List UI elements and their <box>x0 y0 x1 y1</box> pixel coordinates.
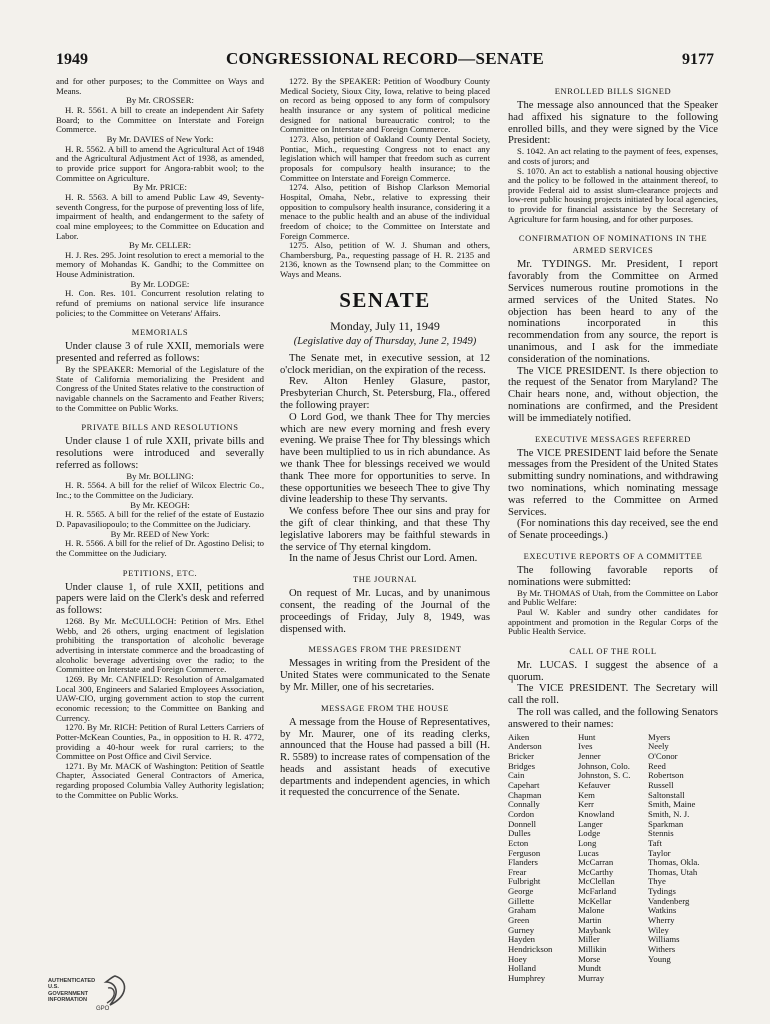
entry-paragraph: H. R. 5561. A bill to create an independent Air Safety Board; to the Committee on Interstate and Foreign Commerce. <box>56 104 264 135</box>
column-right <box>508 77 718 984</box>
legislative-day: (Legislative day of Thursday, June 2, 1949) <box>293 335 477 347</box>
section-heading: MESSAGES FROM THE PRESIDENT <box>308 644 462 655</box>
body-paragraph: Mr. LUCAS. I suggest the absence of a quorum. <box>508 659 718 683</box>
body-paragraph: Under clause 3 of rule XXII, memorials were presented and referred as follows: <box>56 341 264 365</box>
senator-name: Flanders <box>508 857 538 868</box>
entry-paragraph: H. R. 5563. A bill to amend Public Law 49, Seventy-seventh Congress, for the purpose of preventing loss of life, impairment of health, and endangerment to the safety of coal mine employees; to the Committee on Education and Labor. <box>56 191 264 241</box>
body-paragraph: The VICE PRESIDENT. Is there objection to the request of the Senator from Maryland? The Chair hears none, and, without objection, the nominations are confirmed, and the President will be immediately notified. <box>508 365 718 424</box>
entry-paragraph: 1269. By Mr. CANFIELD: Resolution of Amalgamated Local 300, Engineers and Salaried Employees Association, UAW-CIO, urging government action to stop the current economic recession; to the Committee on Banking and Currency. <box>56 673 264 723</box>
senator-name: Ecton <box>508 837 529 848</box>
senator-name: McCarran <box>578 857 614 868</box>
senator-name: Sparkman <box>648 818 684 829</box>
entry-paragraph: 1275. Also, petition of W. J. Shuman and others, Chambersburg, Pa., requesting passage of H. R. 2135 and 2136, known as the Townsend plan; to the Committee on Ways and Means. <box>280 240 490 280</box>
senator-name: O'Conor <box>648 750 678 761</box>
senator-name: Millikin <box>578 944 607 955</box>
senator-name: Smith, N. J. <box>648 808 690 819</box>
senator-name: Lucas <box>578 847 599 858</box>
header-title: CONGRESSIONAL RECORD—SENATE <box>225 49 545 68</box>
senator-name: McClellan <box>578 876 615 887</box>
section-heading: MEMORIALS <box>131 327 189 338</box>
senator-name: Fulbright <box>508 876 541 887</box>
senator-name: Lodge <box>578 828 601 839</box>
session-date: Monday, July 11, 1949 <box>330 318 440 333</box>
senator-name: Martin <box>578 915 602 926</box>
senator-name: Mundt <box>578 963 602 974</box>
senator-name: Hunt <box>578 731 596 742</box>
entry-paragraph: 1273. Also, petition of Oakland County Dental Society, Pontiac, Mich., requesting Congress not to enact any legislation which will hamper that freedom such as current proposals for compulsory health insurance; to the Committee on Interstate and Foreign Commerce. <box>280 133 490 183</box>
entry-paragraph: H. Con. Res. 101. Concurrent resolution relating to refund of premiums on national service life insurance policies; to the Committee on Veterans' Affairs. <box>56 288 264 318</box>
senator-name: Stennis <box>648 828 674 839</box>
body-paragraph: In the name of Jesus Christ our Lord. Amen. <box>289 553 478 565</box>
senator-name: Murray <box>578 973 605 984</box>
entry-paragraph: S. 1042. An act relating to the payment of fees, expenses, and costs of jurors; and <box>508 146 718 166</box>
senator-name: Jenner <box>578 750 601 761</box>
senator-name: Connally <box>508 799 540 810</box>
senator-name: Kerr <box>578 799 594 810</box>
senator-name: Wherry <box>648 915 675 926</box>
senator-name: Bridges <box>508 760 536 771</box>
header-left-page-number: 1949 <box>56 51 88 68</box>
senator-name: Holland <box>508 963 536 974</box>
column-middle <box>280 77 490 799</box>
senator-name: Saltonstall <box>648 789 685 800</box>
senator-name: McCarthy <box>578 866 614 877</box>
entry-paragraph: H. R. 5565. A bill for the relief of the estate of Eustazio D. Papavasiliopoulo; to the Committee on the Judiciary. <box>56 509 264 529</box>
body-paragraph: Under clause 1, of rule XXII, petitions and papers were laid on the Clerk's desk and referred as follows: <box>56 581 264 617</box>
senator-name: Cain <box>508 770 525 781</box>
senator-name: Neely <box>648 741 669 752</box>
senator-name: Thomas, Utah <box>648 866 698 877</box>
senator-name: Donnell <box>508 818 536 829</box>
body-paragraph: The following favorable reports of nominations were submitted: <box>508 564 718 588</box>
text: and for other purposes; to the Committee on Ways and Means. <box>56 77 264 96</box>
header-right-page-number: 9177 <box>681 51 714 68</box>
senator-name: Anderson <box>508 741 542 752</box>
section-heading: EXECUTIVE REPORTS OF A COMMITTEE <box>523 550 703 561</box>
body-paragraph: The VICE PRESIDENT laid before the Senate messages from the President of the United States submitting sundry nominations, and withdrawing two nominations, which nominating message was referred to the Committee on Armed Services. <box>508 447 718 518</box>
senator-name: Cordon <box>508 808 535 819</box>
senator-name: Tydings <box>648 886 676 897</box>
senator-name: Frear <box>508 866 527 877</box>
senator-name: Miller <box>578 934 600 945</box>
senator-name: Taft <box>648 837 662 848</box>
body-paragraph: Rev. Alton Henley Glasure, pastor, Presbyterian Church, St. Petersburg, Fla., offered the following prayer: <box>280 376 490 411</box>
senator-name: McFarland <box>578 886 617 897</box>
senator-name: Dulles <box>508 828 531 839</box>
senator-name: Knowland <box>578 808 615 819</box>
gpo-label: GPO <box>96 1006 110 1012</box>
entry-paragraph: H. R. 5562. A bill to amend the Agricultural Act of 1948 and the Agricultural Adjustment Act of 1938, as amended, to provide price support for Angora-rabbit wool; to the Committee on Agriculture. <box>56 143 264 183</box>
senator-name: Maybank <box>578 924 611 935</box>
section-heading: CALL OF THE ROLL <box>569 645 657 656</box>
body-paragraph: We confess before Thee our sins and pray for the gift of clear thinking, and that these Thy legislative laborers may be faithful stewards in the service of Thy eternal kingdom. <box>280 506 490 553</box>
speaker-line: By Mr. CROSSER: <box>126 95 194 106</box>
senator-name: Gurney <box>508 924 535 935</box>
senator-name: Hayden <box>508 934 536 945</box>
senator-name: Vandenberg <box>648 895 690 906</box>
senator-name: Watkins <box>648 905 677 916</box>
page-header <box>56 49 714 71</box>
entry-paragraph: 1274. Also, petition of Bishop Clarkson Memorial Hospital, Omaha, Nebr., relative to expressing their opposition to compulsory health insurance, considering it a menace to the public health and an abuse of the individual freedom of choice; to the Committee on Interstate and Foreign Commerce. <box>280 182 490 241</box>
entry-paragraph: H. R. 5566. A bill for the relief of Dr. Agostino Delisi; to the Committee on the Judiciary. <box>56 538 264 558</box>
speaker-line: By Mr. KEOGH: <box>130 499 190 510</box>
roll-call-column <box>648 733 718 984</box>
eagle-seal-icon <box>102 974 128 1008</box>
section-heading: PRIVATE BILLS AND RESOLUTIONS <box>81 422 239 433</box>
senator-name: Gillette <box>508 895 535 906</box>
entry-paragraph: H. J. Res. 295. Joint resolution to erect a memorial to the memory of Mohandas K. Gandhi; to the Committee on House Administration. <box>56 249 264 280</box>
body-paragraph: Under clause 1 of rule XXII, private bills and resolutions were introduced and severally referred as follows: <box>56 436 264 471</box>
entry-paragraph: By Mr. THOMAS of Utah, from the Committee on Labor and Public Welfare: <box>508 587 718 608</box>
authentication-text: AUTHENTICATED U.S. GOVERNMENT INFORMATION <box>48 978 96 1004</box>
senator-name: Long <box>578 837 597 848</box>
senator-name: Taylor <box>648 847 671 858</box>
speaker-line: By Mr. BOLLING: <box>126 470 194 481</box>
body-paragraph: O Lord God, we thank Thee for Thy mercies which are new every morning and fresh every evening. We praise Thee for Thy blessings which have been multiplied to us in rich abundance. As we thank Thee for blessings received we would thank Thee more for opportunities to serve. In these opportunities we beseech Thee to give Thy divine leadership to these Thy servants. <box>280 411 490 506</box>
senator-name: Kem <box>578 789 595 800</box>
senator-name: Reed <box>648 760 666 771</box>
senator-name: Morse <box>578 953 601 964</box>
senator-name: Chapman <box>508 789 542 800</box>
senator-name: Humphrey <box>508 973 546 984</box>
section-heading: THE JOURNAL <box>353 574 417 585</box>
senator-name: Langer <box>578 818 603 829</box>
senator-name: Bricker <box>508 750 535 761</box>
speaker-line: By Mr. LODGE: <box>130 278 190 289</box>
section-heading: ENROLLED BILLS SIGNED <box>554 86 672 96</box>
senator-name: Johnson, Colo. <box>578 760 630 771</box>
senator-name: Thye <box>648 876 666 887</box>
body-paragraph: (For nominations this day received, see the end of Senate proceedings.) <box>508 518 718 542</box>
senator-name: Wiley <box>648 924 669 935</box>
senator-name: Russell <box>648 779 674 790</box>
entry-paragraph: H. R. 5564. A bill for the relief of Wilcox Electric Co., Inc.; to the Committee on the Judiciary. <box>56 480 264 500</box>
senator-name: Ives <box>578 741 593 752</box>
section-heading: PETITIONS, ETC. <box>122 567 198 578</box>
body-paragraph: The Senate met, in executive session, at 12 o'clock meridian, on the expiration of the recess. <box>280 352 490 376</box>
gpo-authentication-logo <box>48 972 130 1018</box>
senate-heading: SENATE <box>339 287 431 312</box>
senator-name: Ferguson <box>508 847 541 858</box>
section-heading: MESSAGE FROM THE HOUSE <box>320 702 450 713</box>
senator-name: Aiken <box>508 731 530 742</box>
senator-name: Johnston, S. C. <box>578 770 631 781</box>
body-paragraph: A message from the House of Representatives, by Mr. Maurer, one of its reading clerks, announced that the House had passed a bill (H. R. 5589) to increase rates of compensation of the heads and assistant heads of executive departments and independent agencies, in which it requested the concurrence of the Senate. <box>280 716 490 799</box>
speaker-line: By Mr. REED of New York: <box>110 528 210 539</box>
entry-paragraph: By the SPEAKER: Memorial of the Legislature of the State of California memorializing the President and Congress of the United States relative to the construction of navigable channels on the Sacramento and Feather Rivers; to the Committee on Public Works. <box>56 364 264 413</box>
speaker-line: By Mr. DAVIES of New York: <box>106 133 214 144</box>
body-paragraph: The VICE PRESIDENT. The Secretary will call the roll. <box>508 683 718 707</box>
senator-name: Young <box>648 953 671 964</box>
senator-name: Withers <box>648 944 676 955</box>
senator-name: Malone <box>578 905 605 916</box>
entry-paragraph: 1268. By Mr. McCULLOCH: Petition of Mrs. Ethel Webb, and 26 others, urging enactment of legislation prohibiting the transportation of alcoholic beverage advertising in interstate commerce and the broadcasting of alcoholic beverage advertising over the radio; to the Committee on Interstate and Foreign Commerce. <box>56 615 264 675</box>
entry-paragraph: 1272. By the SPEAKER: Petition of Woodbury County Medical Society, Sioux City, Iowa, relative to being placed on record as being opposed to any form of compulsory health insurance or any system of political medicine designed for national bureaucratic control; to the Committee on Interstate and Foreign Commerce. <box>280 77 490 135</box>
senator-name: Green <box>508 915 530 926</box>
senator-name: Kefauver <box>578 779 611 790</box>
senator-name: Williams <box>648 934 680 945</box>
senator-name: Capehart <box>508 779 540 790</box>
roll-call-column <box>508 733 578 984</box>
section-heading: CONFIRMATION OF NOMINATIONS IN THE ARMED SERVICES <box>518 233 708 256</box>
body-paragraph: The roll was called, and the following Senators answered to their names: <box>508 707 718 730</box>
speaker-line: By Mr. PRICE: <box>133 182 187 193</box>
entry-paragraph: 1271. By Mr. MACK of Washington: Petition of Seattle Chapter, Associated General Contractors of America, regarding proposed Columbia Valley Authority legislation; to the Committee on Public Works. <box>56 760 264 800</box>
senator-name: Thomas, Okla. <box>648 857 700 868</box>
body-paragraph: On request of Mr. Lucas, and by unanimous consent, the reading of the Journal of the proceedings of Friday, July 8, 1949, was dispensed with. <box>280 588 490 635</box>
body-paragraph: The message also announced that the Speaker had affixed his signature to the following enrolled bills, and they were signed by the Vice President: <box>508 100 718 147</box>
senator-name: George <box>508 886 534 897</box>
senator-name: Hoey <box>508 953 527 964</box>
senator-name: Robertson <box>648 770 684 781</box>
entry-paragraph: 1270. By Mr. RICH: Petition of Rural Letters Carriers of Potter-McKean Counties, Pa., in opposition to H. R. 4772, providing a 40-hour week for rural carriers; to the Committee on Post Office and Civil Service. <box>56 722 264 762</box>
column-left <box>56 77 264 800</box>
senator-name: McKellar <box>578 895 612 906</box>
body-paragraph: Mr. TYDINGS. Mr. President, I report favorably from the Committee on Armed Services numerous routine promotions in the armed services of the United States. No objection has been heard to any of the nominations incorporated in this recommendation from any source, the report is unanimous, and I ask for the immediate consideration of the nominations. <box>508 259 718 365</box>
senator-name: Myers <box>648 731 671 742</box>
section-heading: EXECUTIVE MESSAGES REFERRED <box>535 433 691 444</box>
roll-call-column <box>578 733 648 984</box>
body-paragraph: Messages in writing from the President of the United States were communicated to the Senate by Mr. Miller, one of his secretaries. <box>280 658 490 693</box>
entry-paragraph: S. 1070. An act to establish a national housing objective and the policy to be followed in the attainment thereof, to provide Federal aid to assist slum-clearance projects and low-rent public housing projects initiated by local agencies, to provide for financial assistance by the Secretary of Agriculture for farm housing, and for other purposes. <box>508 165 718 224</box>
roll-call-names <box>508 733 718 984</box>
senator-name: Hendrickson <box>508 944 553 955</box>
speaker-line: By Mr. CELLER: <box>128 240 192 251</box>
senator-name: Graham <box>508 905 536 916</box>
entry-paragraph: Paul W. Kabler and sundry other candidates for appointment and promotion in the Regular Corps of the Public Health Service. <box>508 606 718 637</box>
senator-name: Smith, Maine <box>648 799 696 810</box>
